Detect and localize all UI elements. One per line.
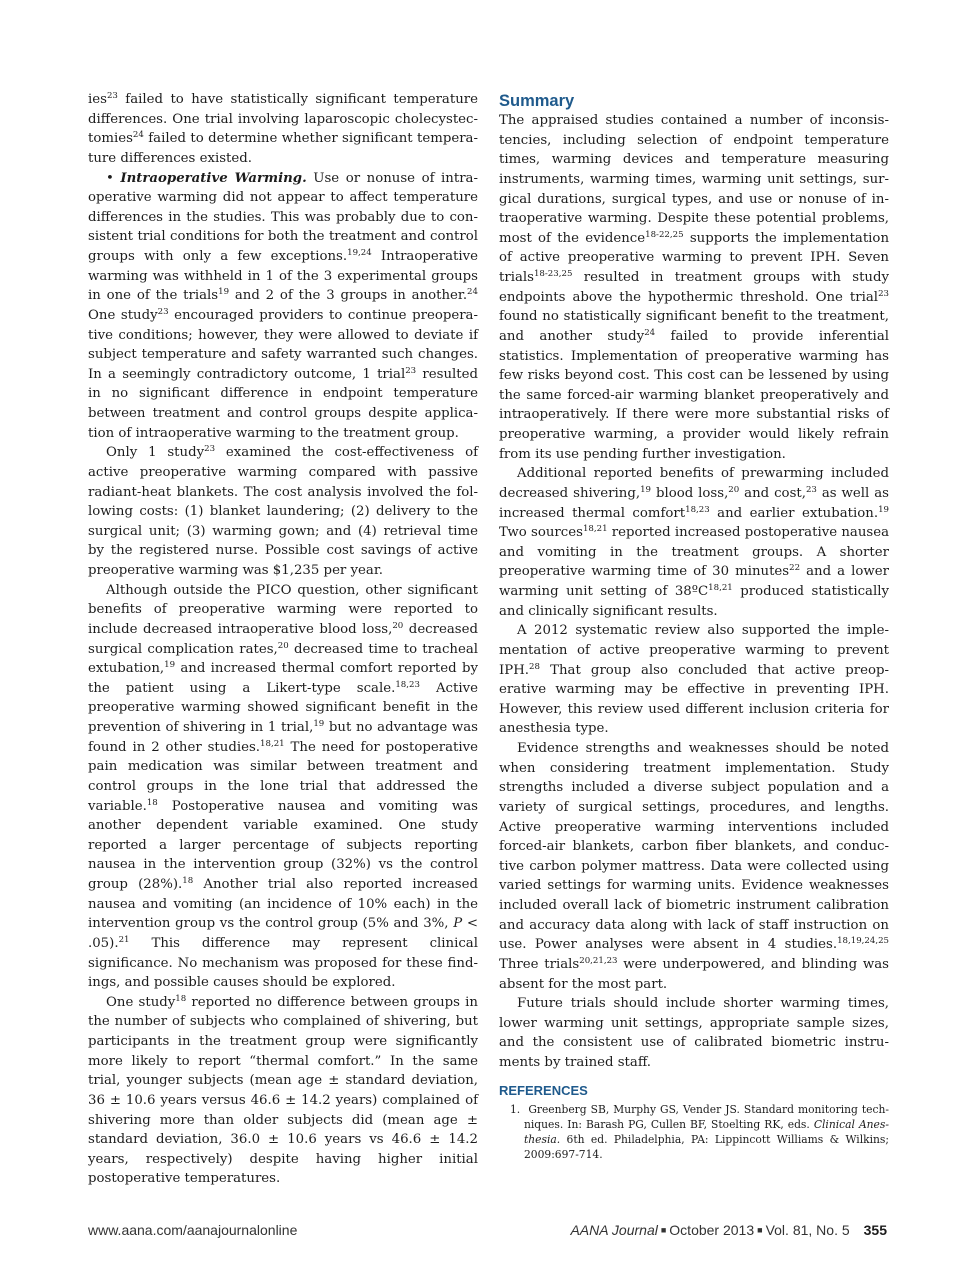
right-column [499,90,889,1162]
references-heading: REFERENCES [499,1082,588,1098]
left-column [88,90,478,1189]
paragraph: Additional reported benefits of prewarming included decreased shivering,$^{19}$ blood loss,$^{20}$ and cost,$^{23}$ as well as increased thermal comfort$^{18,23}$ and earlier extubation.$^{19}$ Two sources$^{18,21}$ reported increased postoperative nausea and vomiting in the treatment groups. A shorter preoperative warming time of 30 minutes$^{22}$ and a lower warming unit setting of 38ºC$^{18,21}$ produced statistically and clinically significant results. [499,466,890,619]
journal-name: AANA Journal [570,1222,658,1238]
paragraph: Only 1 study$^{23}$ examined the cost-effectiveness of active preoperative warming compared with passive radiant-heat blankets. The cost analysis involved the following costs: (1) blanket laundering; (2) delivery to the surgical unit; (3) warming gown; and (4) retrieval time by the registered nurse. Possible cost savings of active preoperative warming was $1,235 per year. [88,444,479,578]
journal-url[interactable]: www.aana.com/aanajournalonline [88,1222,298,1238]
paragraph: A 2012 systematic review also supported the implementation of active preoperative warming to prevent IPH.$^{28}$ That group also concluded that active preoperative warming may be effective in preventing IPH. However, this review used different inclusion criteria for anesthesia type. [499,623,889,737]
section-heading-summary: Summary [499,92,575,110]
bullet-heading: Intraoperative Warming. [120,170,307,186]
issue-date: October 2013 [669,1222,755,1238]
paragraph: Although outside the PICO question, other significant benefits of preoperative warming were reported to include decreased intraoperative blood loss,$^{20}$ decreased surgical complication rates,$^{20}$ decreased time to tracheal extubation,$^{19}$ and increased thermal comfort reported by the patient using a Likert-type scale.$^{18,23}$ Active preoperative warming showed significant benefit in the prevention of shivering in 1 trial,$^{19}$ but no advantage was found in 2 other studies.$^{18,21}$ The need for postoperative pain medication was similar between treatment and control groups in the lone trial that addressed the variable.$^{18}$ Postoperative nausea and vomiting was another dependent variable examined. One study reported a larger percentage of subjects reporting nausea in the intervention group (32%) vs the control group (28%).$^{18}$ Another trial also reported increased nausea and vomiting (an incidence of 10% each) in the intervention group vs the control group (5% and 3%, P < .05).$^{21}$ This difference may represent clinical significance. No mechanism was proposed for these findings, and possible causes should be explored. [88,582,479,991]
page-number: 355 [863,1222,887,1238]
running-footer [570,1222,887,1238]
reference-item: 1. Greenberg SB, Murphy GS, Vender JS. Standard monitoring techniques. In: Barash PG, Cullen BF, Stoelting RK, eds. Clinical Anesthesia. 6th ed. Philadelphia, PA: Lippincott Williams & Wilkins; 2009:697-714. [510,1102,889,1162]
reference-number: 1. [510,1102,521,1116]
separator: ■ [660,1225,667,1235]
paragraph-intraoperative-warming: • Intraoperative Warming. Use or nonuse of intraoperative warming did not appear to affect temperature differences in the studies. This was probably due to consistent trial conditions for both the treatment and control groups with only a few exceptions.$^{19,24}$ Intraoperative warming was withheld in 1 of the 3 experimental groups in one of the trials$^{19}$ and 2 of the 3 groups in another.$^{24}$ One study$^{23}$ encouraged providers to continue preoperative conditions; however, they were allowed to deviate if subject temperature and safety warranted such changes. In a seemingly contradictory outcome, 1 trial$^{23}$ resulted in no significant difference in endpoint temperature between treatment and control groups despite application of intraoperative warming to the treatment group. [88,170,478,441]
separator: ■ [757,1225,763,1235]
paragraph: One study$^{18}$ reported no difference between groups in the number of subjects who complained of shivering, but participants in the treatment group were significantly more likely to report “thermal comfort.” In the same trial, younger subjects (mean age ± standard deviation, 36 ± 10.6 years versus 46.6 ± 14.2 years) complained of shivering more than older subjects did (mean age ± standard deviation, 36.0 ± 10.6 years vs 46.6 ± 14.2 years, respectively) despite having higher initial postoperative temperatures. [88,993,478,1187]
paragraph: Future trials should include shorter warming times, lower warming unit settings, appropriate sample sizes, and the consistent use of calibrated biometric instruments by trained staff. [499,996,889,1070]
paragraph: ies$^{23}$ failed to have statistically significant temperature differences. One trial involving laparoscopic cholecystectomies$^{24}$ failed to determine whether significant temperature differences existed. [88,91,478,166]
bullet: • [106,170,121,186]
paragraph: The appraised studies contained a number of inconsistencies, including selection of endpoint temperature times, warming devices and temperature measuring instruments, warming times, warming unit settings, surgical durations, surgical types, and use or nonuse of intraoperative warming. Despite these potential problems, most of the evidence$^{18-22,25}$ supports the implementation of active preoperative warming to prevent IPH. Seven trials$^{18-23,25}$ resulted in treatment groups with study endpoints above the hypothermic threshold. One trial$^{23}$ found no statistically significant benefit to the treatment, and another study$^{24}$ failed to provide inferential statistics. Implementation of preoperative warming has few risks beyond cost. This cost can be lessened by using the same forced-air warming blanket preoperatively and intraoperatively. If there were more substantial risks of preoperative warming, a provider would likely refrain from its use pending further investigation. [499,113,890,462]
volume-issue: Vol. 81, No. 5 [765,1222,850,1238]
paragraph: Evidence strengths and weaknesses should be noted when considering treatment implementation. Study strengths included a diverse subject population and a variety of surgical settings, procedures, and lengths. Active preoperative warming interventions included forced-air blankets, carbon fiber blankets, and conductive carbon polymer mattress. Data were collected using varied settings for warming units. Evidence weaknesses included overall lack of biometric instrument calibration and accuracy data along with lack of staff instruction on use. Power analyses were absent in 4 studies.$^{18,19,24,25}$ Three trials$^{20,21,23}$ were underpowered, and blinding was absent for the most part. [499,741,889,992]
